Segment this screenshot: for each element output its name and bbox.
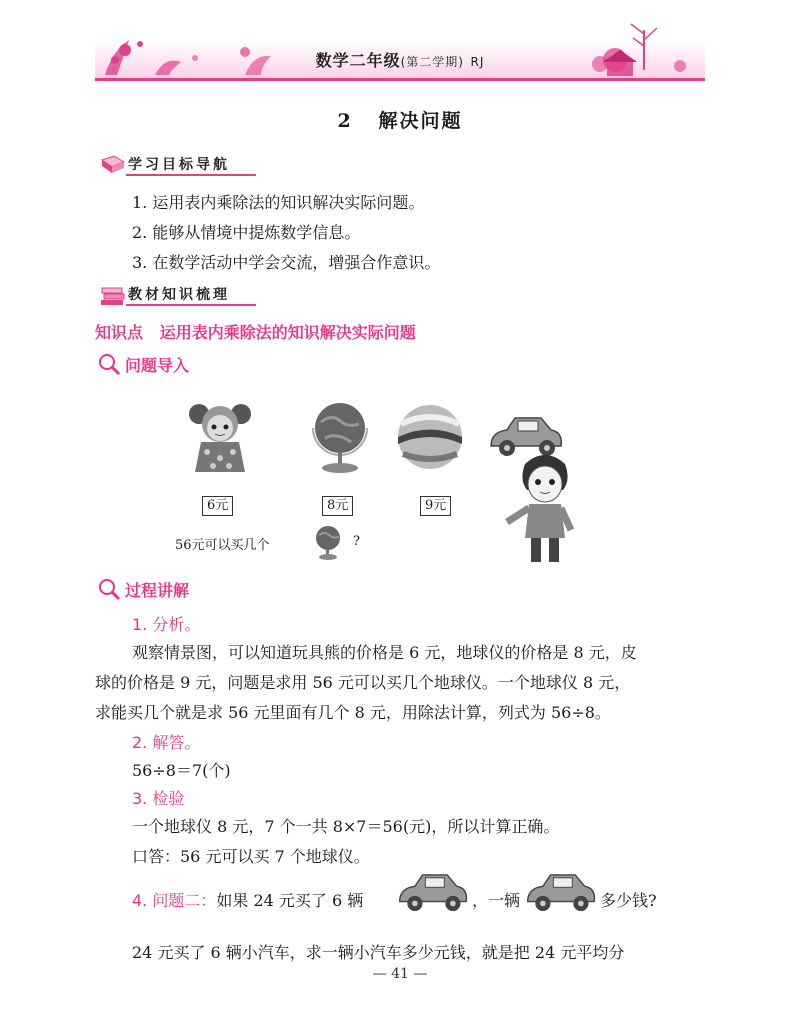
lesson-number: 2 <box>337 110 353 132</box>
price-tag-globe: 8元 <box>322 496 353 516</box>
step3-line-1: 一个地球仪 8 元，7 个一共 8×7＝56(元)，所以计算正确。 <box>132 817 560 836</box>
goal-item-1: 1. 运用表内乘除法的知识解决实际问题。 <box>132 193 425 212</box>
book-edition: RJ <box>470 55 485 69</box>
step4-line <box>132 888 363 911</box>
knowledge-point-label: 知识点 <box>95 323 144 342</box>
lesson-name: 解决问题 <box>378 110 463 132</box>
page-number: — 41 — <box>372 966 428 982</box>
doll-image <box>187 398 253 476</box>
book-title: 数学二年级 <box>315 51 401 70</box>
intro-heading-label: 问题导入 <box>125 356 190 375</box>
process-heading-label: 过程讲解 <box>125 581 190 600</box>
header-divider <box>95 78 705 81</box>
globe-small-image <box>311 523 345 561</box>
ball-image <box>395 402 465 472</box>
price-tag-ball: 9元 <box>420 496 451 516</box>
car-image <box>394 868 470 918</box>
goal-item-3: 3. 在数学活动中学会交流，增强合作意识。 <box>132 253 441 272</box>
intro-illustration <box>165 390 640 570</box>
magnifier-icon <box>97 577 121 601</box>
boy-image <box>505 450 585 568</box>
knowledge-heading-underline <box>126 304 256 306</box>
goals-heading-underline <box>126 174 256 176</box>
header-title <box>0 48 800 71</box>
step4-text-c: 多少钱? <box>600 891 657 910</box>
notebook-icon <box>100 152 126 176</box>
book-subtitle: (第二学期) <box>400 55 464 69</box>
intro-question <box>175 534 270 553</box>
globe-image <box>307 398 373 476</box>
books-icon <box>100 284 126 306</box>
step1-line-2: 球的价格是 9 元，问题是求用 56 元可以买几个地球仪。一个地球仪 8 元， <box>95 673 631 692</box>
goals-heading: 学习目标导航 <box>100 152 260 176</box>
intro-question-mark: ? <box>353 534 360 549</box>
knowledge-point <box>95 320 416 343</box>
knowledge-point-text: 运用表内乘除法的知识解决实际问题 <box>159 323 416 342</box>
step2-title: 2. 解答。 <box>132 733 201 752</box>
step1-line-1: 观察情景图，可以知道玩具熊的价格是 6 元，地球仪的价格是 8 元，皮 <box>132 643 637 662</box>
step4-text-b: ，一辆 <box>472 891 521 910</box>
step1-line-3: 求能买几个就是求 56 元里面有几个 8 元，用除法计算，列式为 56÷8。 <box>95 703 611 722</box>
lesson-title <box>0 106 800 133</box>
step4-title: 4. 问题二： <box>132 891 217 910</box>
car-image <box>522 868 598 918</box>
step2-answer: 56÷8＝7(个) <box>132 761 231 780</box>
step4-explain: 24 元买了 6 辆小汽车，求一辆小汽车多少元钱，就是把 24 元平均分 <box>132 943 625 962</box>
price-tag-doll: 6元 <box>202 496 233 516</box>
magnifier-icon <box>97 352 121 376</box>
step4-text-a: 如果 24 元买了 6 辆 <box>216 891 364 910</box>
intro-question-prefix: 56元可以买几个 <box>175 538 270 553</box>
step3-title: 3. 检验 <box>132 789 185 808</box>
knowledge-heading: 教材知识梳理 <box>100 282 260 306</box>
step1-title: 1. 分析。 <box>132 615 201 634</box>
step3-line-2: 口答：56 元可以买 7 个地球仪。 <box>132 847 370 866</box>
goal-item-2: 2. 能够从情境中提炼数学信息。 <box>132 223 361 242</box>
